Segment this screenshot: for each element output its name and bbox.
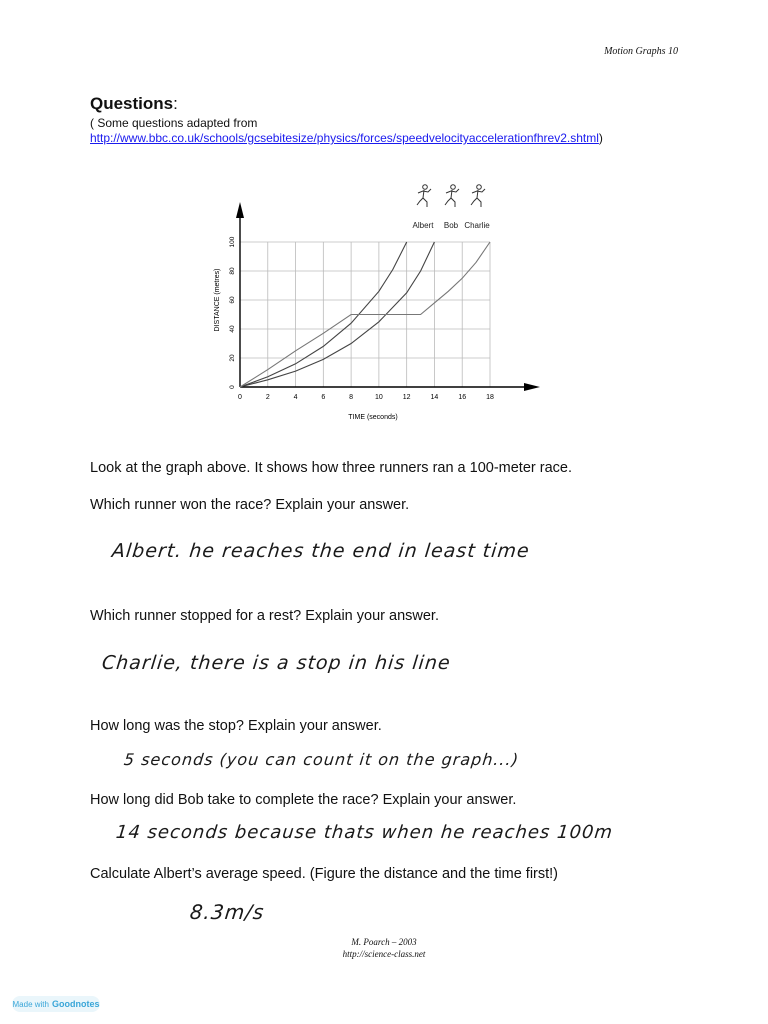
- legend-label-charlie: Charlie: [464, 221, 490, 230]
- distance-time-chart: [205, 175, 545, 430]
- answer-1: Albert. he reaches the end in least time: [110, 540, 531, 562]
- runner-icon-charlie: [471, 185, 485, 207]
- runner-icon-bob: [445, 185, 459, 207]
- source-note-close: ): [598, 131, 603, 145]
- questions-heading-colon: :: [173, 94, 178, 113]
- question-3: How long was the stop? Explain your answer.: [90, 718, 382, 734]
- x-tick-label: 18: [486, 394, 494, 401]
- x-tick-label: 14: [430, 394, 439, 401]
- badge-prefix: Made with: [12, 999, 49, 1009]
- runner-head: [451, 185, 456, 190]
- y-tick-label: 80: [229, 267, 236, 275]
- chart-axes: [236, 202, 540, 391]
- runner-legs: [417, 198, 427, 207]
- footer-author: M. Poarch – 2003: [351, 937, 417, 947]
- y-tick-label: 60: [229, 296, 236, 304]
- y-axis-label: DISTANCE (metres): [214, 268, 221, 332]
- y-tick-label: 100: [229, 236, 236, 248]
- answer-4: 14 seconds because thats when he reaches 100m: [114, 822, 615, 843]
- y-tick-label: 40: [229, 325, 236, 333]
- badge-brand: Goodnotes: [51, 999, 100, 1009]
- answer-2: Charlie, there is a stop in his line: [100, 652, 452, 674]
- question-1: Which runner won the race? Explain your answer.: [90, 497, 410, 513]
- source-link[interactable]: http://www.bbc.co.uk/schools/gcsebitesize/physics/forces/speedvelocityaccelerationfhrev2.shtml: [90, 131, 599, 145]
- intro-text: Look at the graph above. It shows how three runners ran a 100-meter race.: [90, 460, 572, 476]
- runner-icon-albert: [417, 185, 431, 207]
- chart-series: [240, 242, 490, 387]
- question-2: Which runner stopped for a rest? Explain your answer.: [90, 608, 439, 624]
- question-4: How long did Bob take to complete the race? Explain your answer.: [90, 792, 517, 808]
- legend-label-bob: Bob: [443, 221, 459, 230]
- x-tick-label: 4: [293, 394, 298, 401]
- footer-url: http://science-class.net: [342, 949, 426, 959]
- questions-heading-title: Questions: [90, 94, 174, 113]
- x-tick-label: 6: [321, 394, 326, 401]
- x-tick-label: 12: [402, 394, 411, 401]
- y-tick-label: 20: [229, 354, 236, 362]
- x-tick-label: 16: [458, 394, 467, 401]
- runner-head: [423, 185, 428, 190]
- x-axis-arrow: [524, 383, 540, 391]
- x-tick-label: 10: [374, 394, 383, 401]
- runner-legs: [445, 198, 455, 207]
- series-line-charlie: [240, 242, 490, 387]
- question-5: Calculate Albert’s average speed. (Figure the distance and the time first!): [90, 866, 559, 882]
- answer-5: 8.3m/s: [188, 900, 266, 924]
- runner-legs: [471, 198, 481, 207]
- runner-head: [477, 185, 482, 190]
- x-tick-label: 8: [349, 394, 354, 401]
- answer-3: 5 seconds (you can count it on the graph...): [123, 750, 521, 769]
- x-axis-label: TIME (seconds): [348, 414, 398, 421]
- x-tick-label: 2: [265, 394, 270, 401]
- questions-heading: [90, 94, 178, 114]
- source-note: [90, 116, 603, 146]
- chart-legend: [413, 185, 491, 230]
- source-note-prefix: ( Some questions adapted from: [90, 116, 258, 130]
- goodnotes-badge[interactable]: [12, 996, 100, 1012]
- legend-label-albert: Albert: [412, 221, 434, 230]
- y-tick-label: 0: [229, 385, 236, 389]
- y-axis-arrow: [236, 202, 244, 218]
- x-tick-label: 0: [238, 394, 242, 401]
- page-header-label: Motion Graphs 10: [604, 46, 678, 57]
